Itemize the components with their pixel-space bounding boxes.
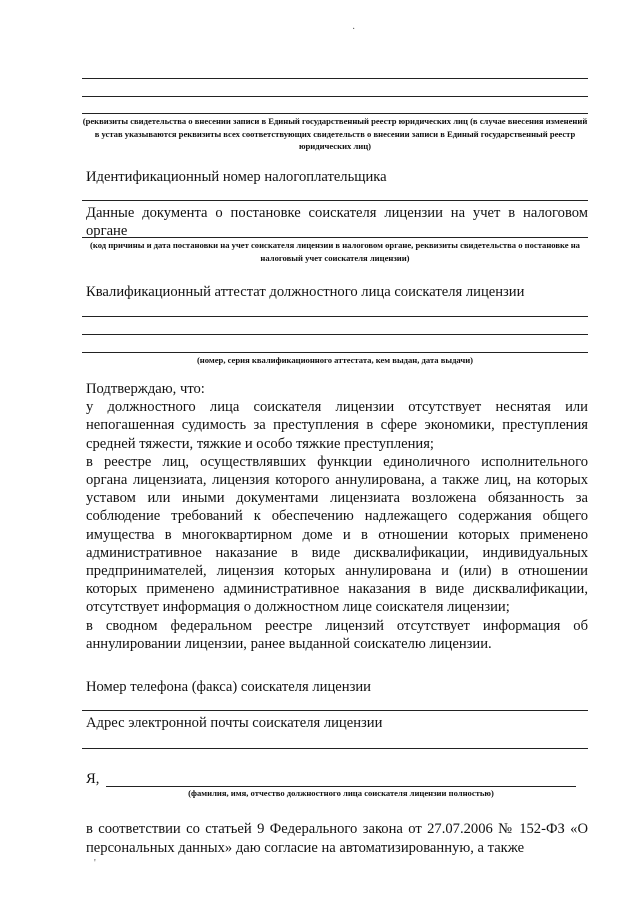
registry-caption: (реквизиты свидетельства о внесении записи в Единый государственный реестр юридических лиц (в случае внесения изменений в устав указываются реквизиты всех соответствующих свидетельств о внесении записи в Единый государственный реестр юридических лиц): [82, 116, 588, 151]
inn-label: Идентификационный номер налогоплательщика: [86, 169, 387, 185]
certificate-caption: (номер, серия квалификационного аттестата, кем выдан, дата выдачи): [196, 355, 474, 365]
phone-label: Номер телефона (факса) соискателя лицензии: [86, 679, 371, 695]
i-prefix: Я,: [86, 771, 100, 787]
tax-doc-line: [82, 237, 588, 238]
full-name-caption: (фамилия, имя, отчество должностного лица соискателя лицензии полностью): [188, 788, 494, 798]
email-label: Адрес электронной почты соискателя лицензии: [86, 715, 383, 731]
scan-speck: ': [94, 858, 96, 869]
consent-text: в соответствии со статьей 9 Федерального закона от 27.07.2006 № 152-ФЗ «О персональных данных» даю согласие на автоматизированную, а также: [86, 821, 588, 856]
qualification-line-2: [82, 334, 588, 335]
qualification-label: Квалификационный аттестат должностного лица соискателя лицензии: [86, 284, 525, 300]
confirmation-item-registry: в реестре лиц, осуществлявших функции единоличного исполнительного органа лицензиата, лицензия которого аннулирована, а также лиц, на которых уставом или иными документами лицензиата возложена обязанность за соблюдение требований к обеспечению надлежащего содержания общего имущества в многоквартирном доме и в отношении которых применено административное наказание в виде дисквалификации, индивидуальных предпринимателей, лицензия которых аннулирована и (или) в отношении которых применено административное наказания в виде дисквалификации, отсутствует информация о должностном лице соискателя лицензии;: [86, 453, 588, 616]
confirmation-item-license-registry: в сводном федеральном реестре лицензий отсутствует информация об аннулировании лицензии, ранее выданной соискателю лицензии.: [86, 617, 588, 652]
email-line: [82, 748, 588, 749]
qualification-line-1: [82, 316, 588, 317]
qualification-line-3: [82, 352, 588, 353]
registry-line-2: [82, 96, 588, 97]
registry-line-3: [82, 113, 588, 114]
registry-line-1: [82, 78, 588, 79]
phone-line: [82, 710, 588, 711]
scan-speck: ·: [352, 24, 356, 35]
inn-line: [82, 200, 588, 201]
confirmation-heading: Подтверждаю, что:: [86, 381, 205, 397]
confirmation-text: [86, 380, 588, 653]
confirmation-item-criminal-record: у должностного лица соискателя лицензии отсутствует неснятая или непогашенная судимость за преступления в сфере экономики, преступления средней тяжести, тяжкие и особо тяжкие преступления;: [86, 399, 588, 452]
tax-registration-caption: (код причины и дата постановки на учет соискателя лицензии в налоговом органе, реквизиты свидетельства о постановке на налоговый учет соискателя лицензии): [90, 240, 580, 263]
tax-doc-label: Данные документа о постановке соискателя лицензии на учет в налоговом органе: [86, 205, 588, 239]
